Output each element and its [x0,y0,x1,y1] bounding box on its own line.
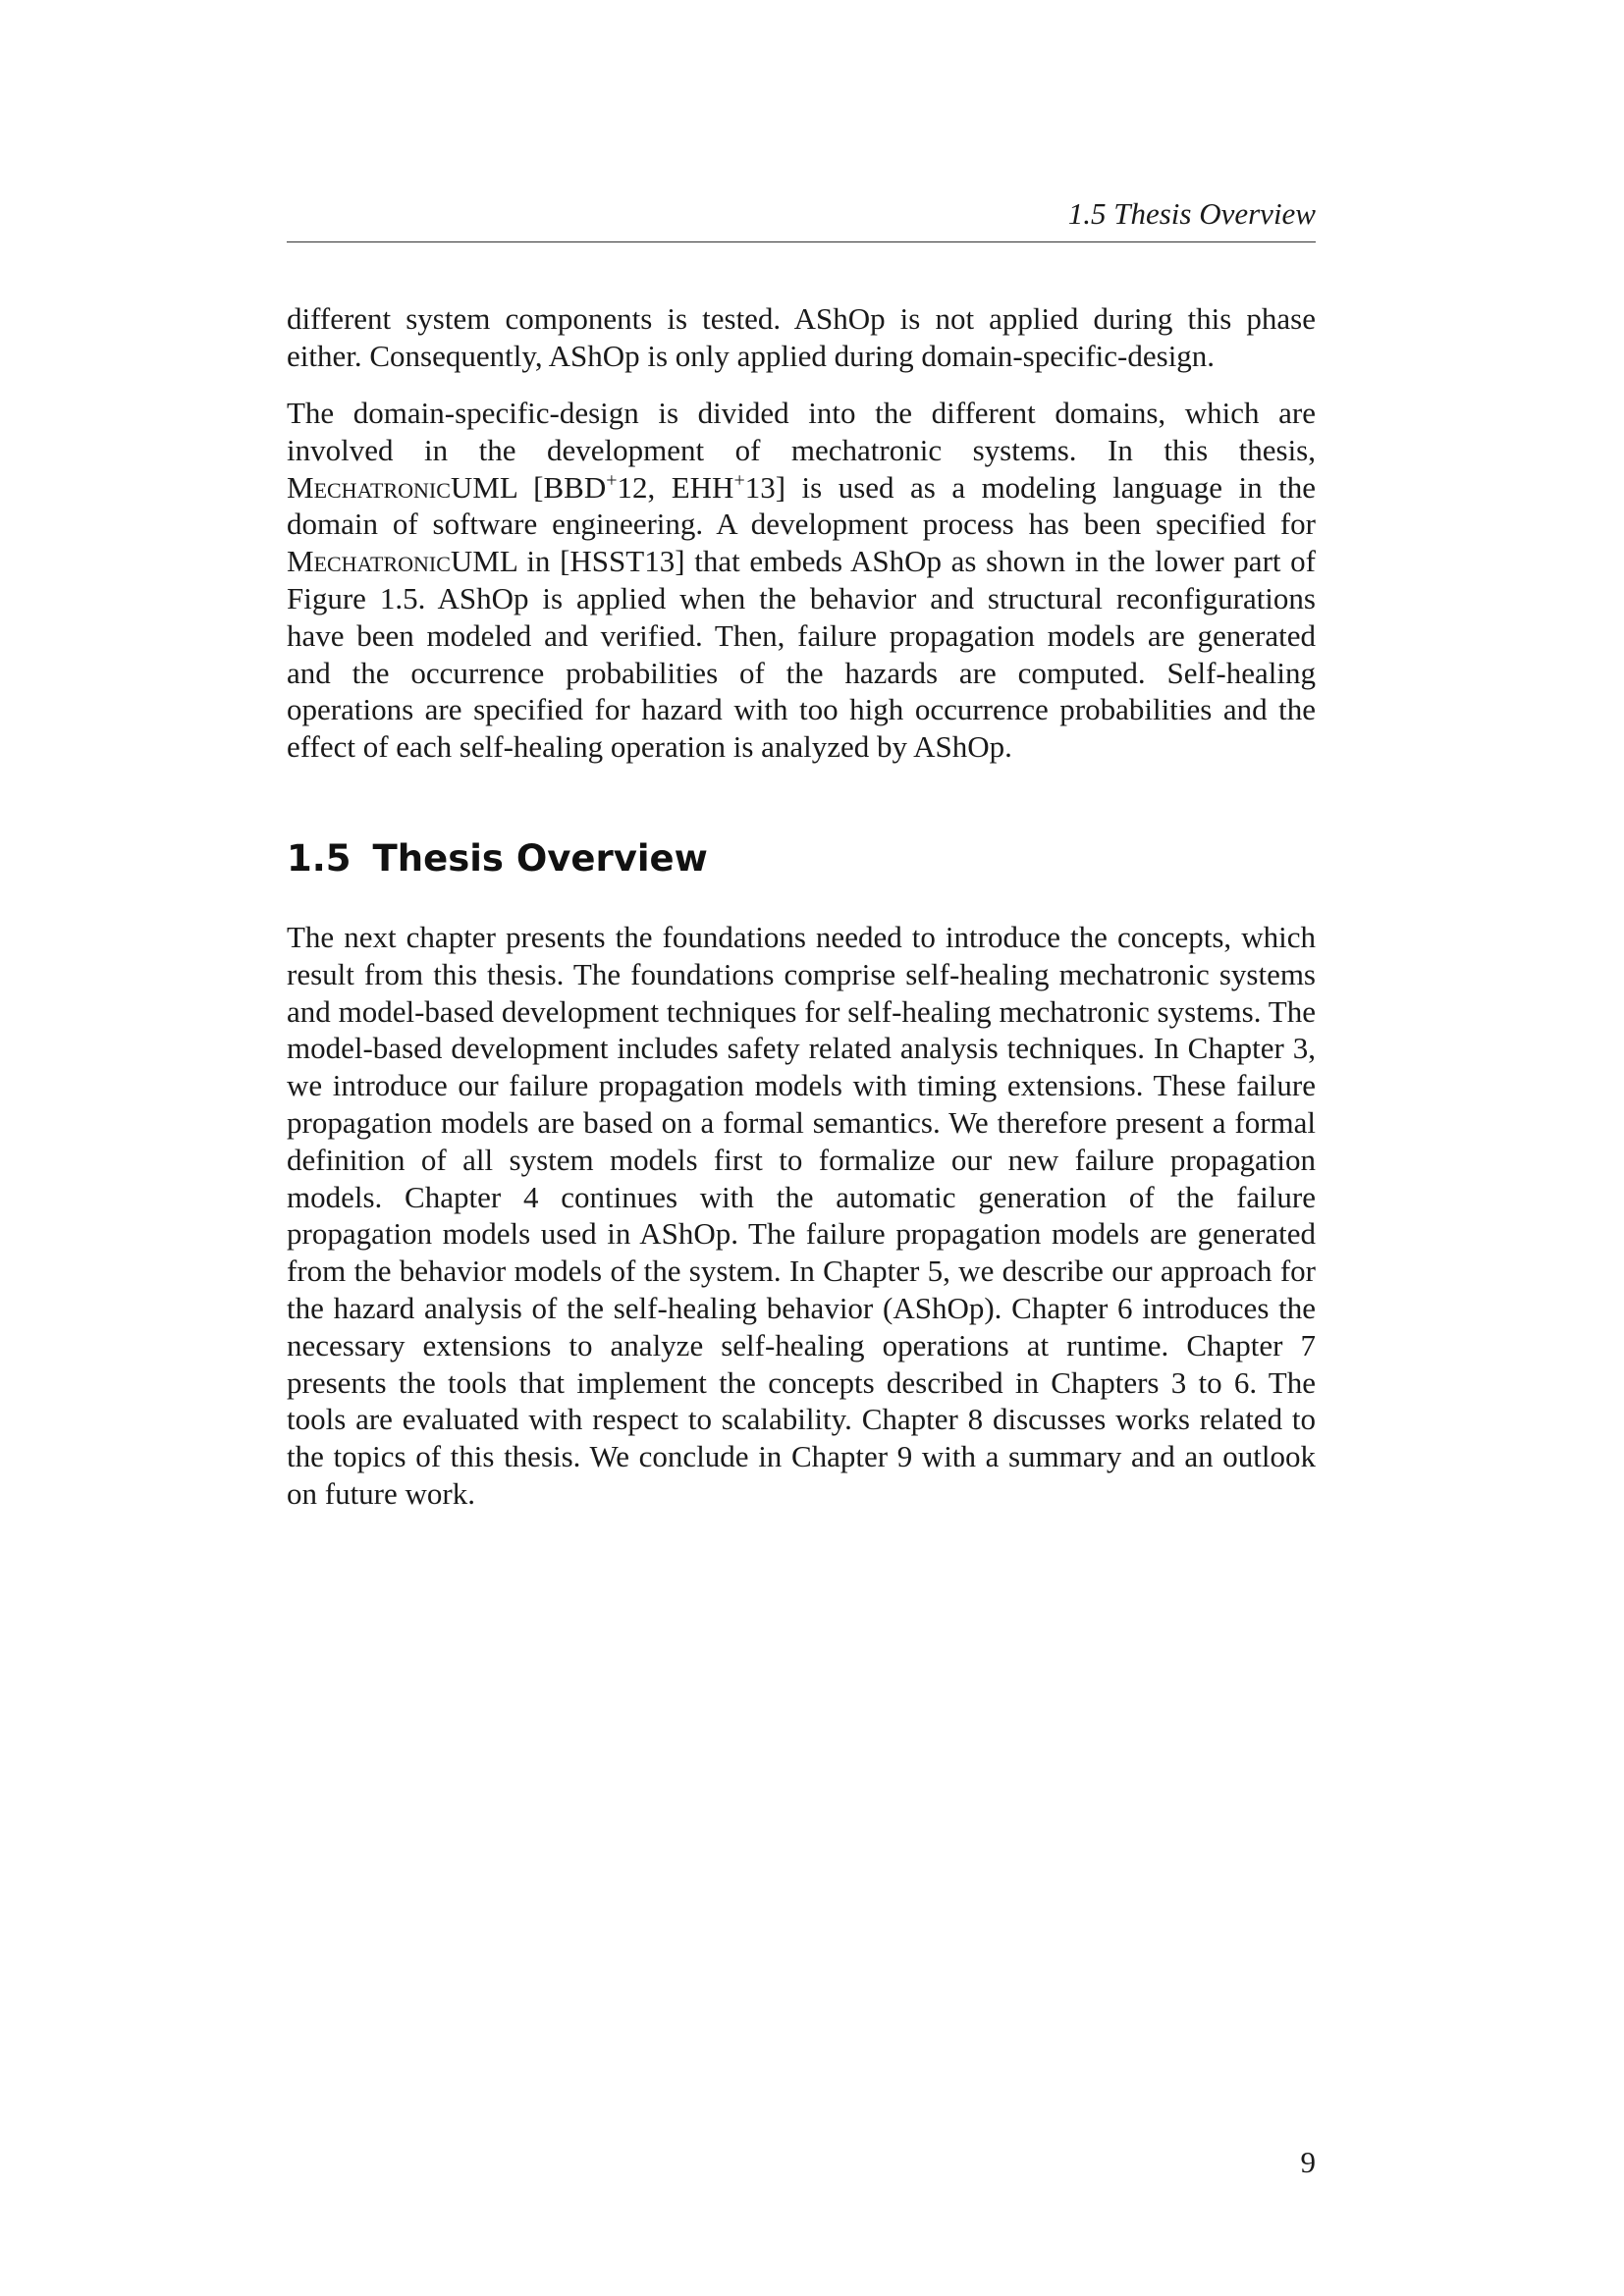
citation-bbd: [BBD [516,469,607,505]
paragraph-2-part-2: is used as a modeling language in the domain of software engineering. A development process has been specified for [287,469,1316,542]
mechatronicuml-name-2: Mechatronic [287,544,451,579]
paragraph-domain-specific-design [287,395,1316,766]
section-title: Thesis Overview [372,837,708,880]
section-number: 1.5 [287,837,352,880]
mechatronicuml-suffix-2: UML [450,544,517,579]
header-rule [287,241,1316,242]
page-number: 9 [1300,2145,1316,2179]
citation-bbd-plus: + [606,469,618,492]
paragraph-2-part-3: in [HSST13] that embeds AShOp as shown in the lower part of Figure 1.5. AShOp is applied when the behavior and structural reconfigurations have been modeled and verified. Then, failure propagation models are generated and the occurrence probabilities of the hazards are computed. Self-healing operations are specified for hazard with too high occurrence probabilities and the effect of each self-healing operation is analyzed by AShOp. [287,544,1316,765]
paragraph-intro: different system components is tested. AShOp is not applied during this phase either. Consequently, AShOp is only applied during domain-specific-design. [287,301,1316,373]
section-heading [287,836,708,881]
citation-close: 13] [744,469,786,505]
paragraph-thesis-overview: The next chapter presents the foundations needed to introduce the concepts, which result from this thesis. The foundations comprise self-healing mechatronic systems and model-based development techniques for self-healing mechatronic systems. The model-based development includes safety related analysis techniques. In Chapter 3, we introduce our failure propagation models with timing extensions. These failure propagation models are based on a formal semantics. We therefore present a formal definition of all system models first to formalize our new failure propagation models. Chapter 4 continues with the automatic generation of the failure propagation models used in AShOp. The failure propagation models are generated from the behavior models of the system. In Chapter 5, we describe our approach for the hazard analysis of the self-healing behavior (AShOp). Chapter 6 introduces the necessary extensions to analyze self-healing operations at runtime. Chapter 7 presents the tools that implement the concepts described in Chapters 3 to 6. The tools are evaluated with respect to scalability. Chapter 8 discusses works related to the topics of this thesis. We conclude in Chapter 9 with a summary and an outlook on future work. [287,920,1316,1511]
running-header: 1.5 Thesis Overview [1067,196,1316,231]
mechatronicuml-name: Mechatronic [287,469,451,505]
paragraph-2-part-1: The domain-specific-design is divided into the different domains, which are involved in the development of mechatronic systems. In this thesis, [287,396,1316,467]
citation-ehh-plus: + [733,469,745,492]
citation-ehh: 12, EHH [617,469,734,505]
mechatronicuml-suffix: UML [450,469,517,505]
